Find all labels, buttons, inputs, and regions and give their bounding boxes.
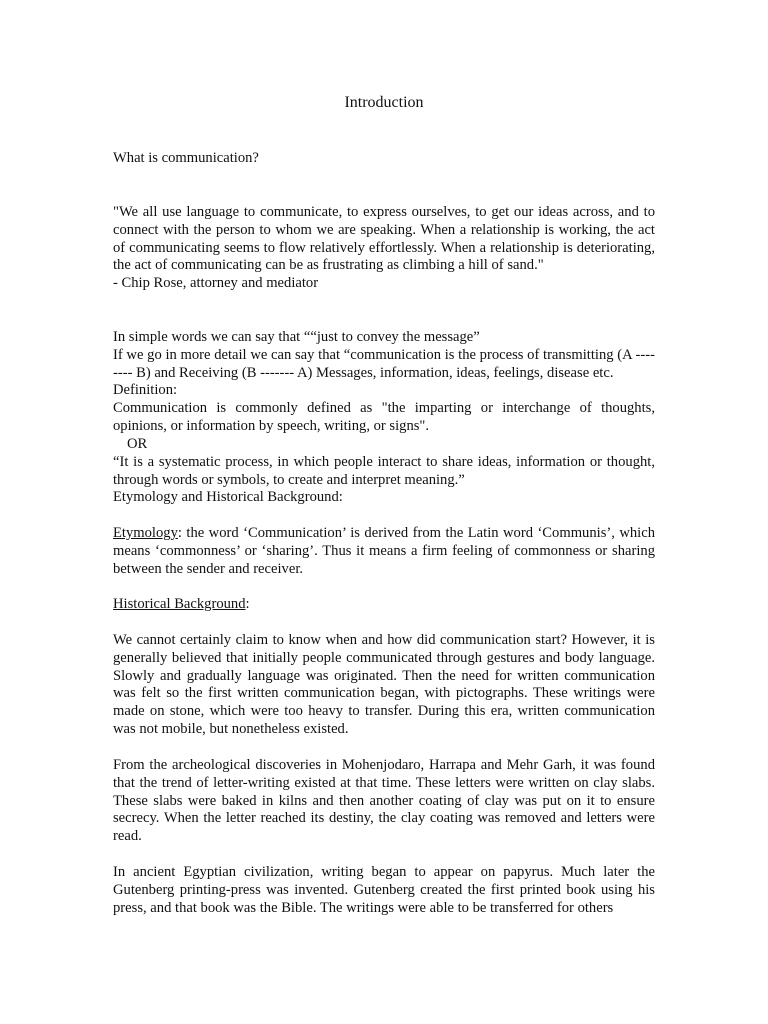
definition-paragraph: Communication is commonly defined as "the imparting or interchange of thoughts, opinions, or information by speech, writing, or signs". <box>113 400 655 434</box>
historical-heading <box>113 596 655 614</box>
etymology-paragraph <box>113 525 655 578</box>
history-paragraph-2: From the archeological discoveries in Mohenjodaro, Harrapa and Mehr Garh, it was found that the trend of letter-writing existed at that time. These letters were written on clay slabs. These slabs were baked in kilns and then another coating of clay was put on it to ensure secrecy. When the letter reached its destiny, the clay coating was removed and letters were read. <box>113 757 655 845</box>
quote-attribution: - Chip Rose, attorney and mediator <box>113 275 319 291</box>
simple-words-line: In simple words we can say that ““just to convey the message” <box>113 329 480 345</box>
etymology-history-heading: Etymology and Historical Background: <box>113 489 343 505</box>
quote-paragraph: "We all use language to communicate, to express ourselves, to get our ideas across, and to connect with the person to whom we are speaking. When a relationship is working, the act of communicating seems to flow relatively effortlessly. When a relationship is deteriorating, the act of communicating can be as frustrating as climbing a hill of sand." <box>113 204 655 274</box>
alt-definition-paragraph: “It is a systematic process, in which people interact to share ideas, information or thought, through words or symbols, to create and interpret meaning.” <box>113 454 655 488</box>
historical-colon: : <box>245 596 250 612</box>
definition-heading: Definition: <box>113 382 178 398</box>
etymology-label: Etymology <box>113 525 178 541</box>
question-heading: What is communication? <box>113 150 259 166</box>
etymology-text: : the word ‘Communication’ is derived from the Latin word ‘Communis’, which means ‘commonness’ or ‘sharing’. Thus it means a firm feeling of commonness or sharing between the sender and receiver. <box>113 525 655 577</box>
history-paragraph-3: In ancient Egyptian civilization, writing began to appear on papyrus. Much later the Gutenberg printing-press was invented. Gutenberg created the first printed book using his press, and that book was the Bible. The writings were able to be transferred for others <box>113 864 655 916</box>
or-label: OR <box>127 436 148 452</box>
historical-label: Historical Background <box>113 596 246 612</box>
page-title: Introduction <box>344 94 424 111</box>
detail-paragraph: If we go in more detail we can say that “communication is the process of transmitting (A -------- B) and Receiving (B ------- A) Messages, information, ideas, feelings, disease etc. <box>113 347 655 381</box>
history-paragraph-1: We cannot certainly claim to know when and how did communication start? However, it is generally believed that initially people communicated through gestures and body language. Slowly and gradually language was originated. Then the need for written communication was felt so the first written communication began, with pictographs. These writings were made on stone, which were too heavy to transfer. During this era, written communication was not mobile, but nonetheless existed. <box>113 632 655 737</box>
